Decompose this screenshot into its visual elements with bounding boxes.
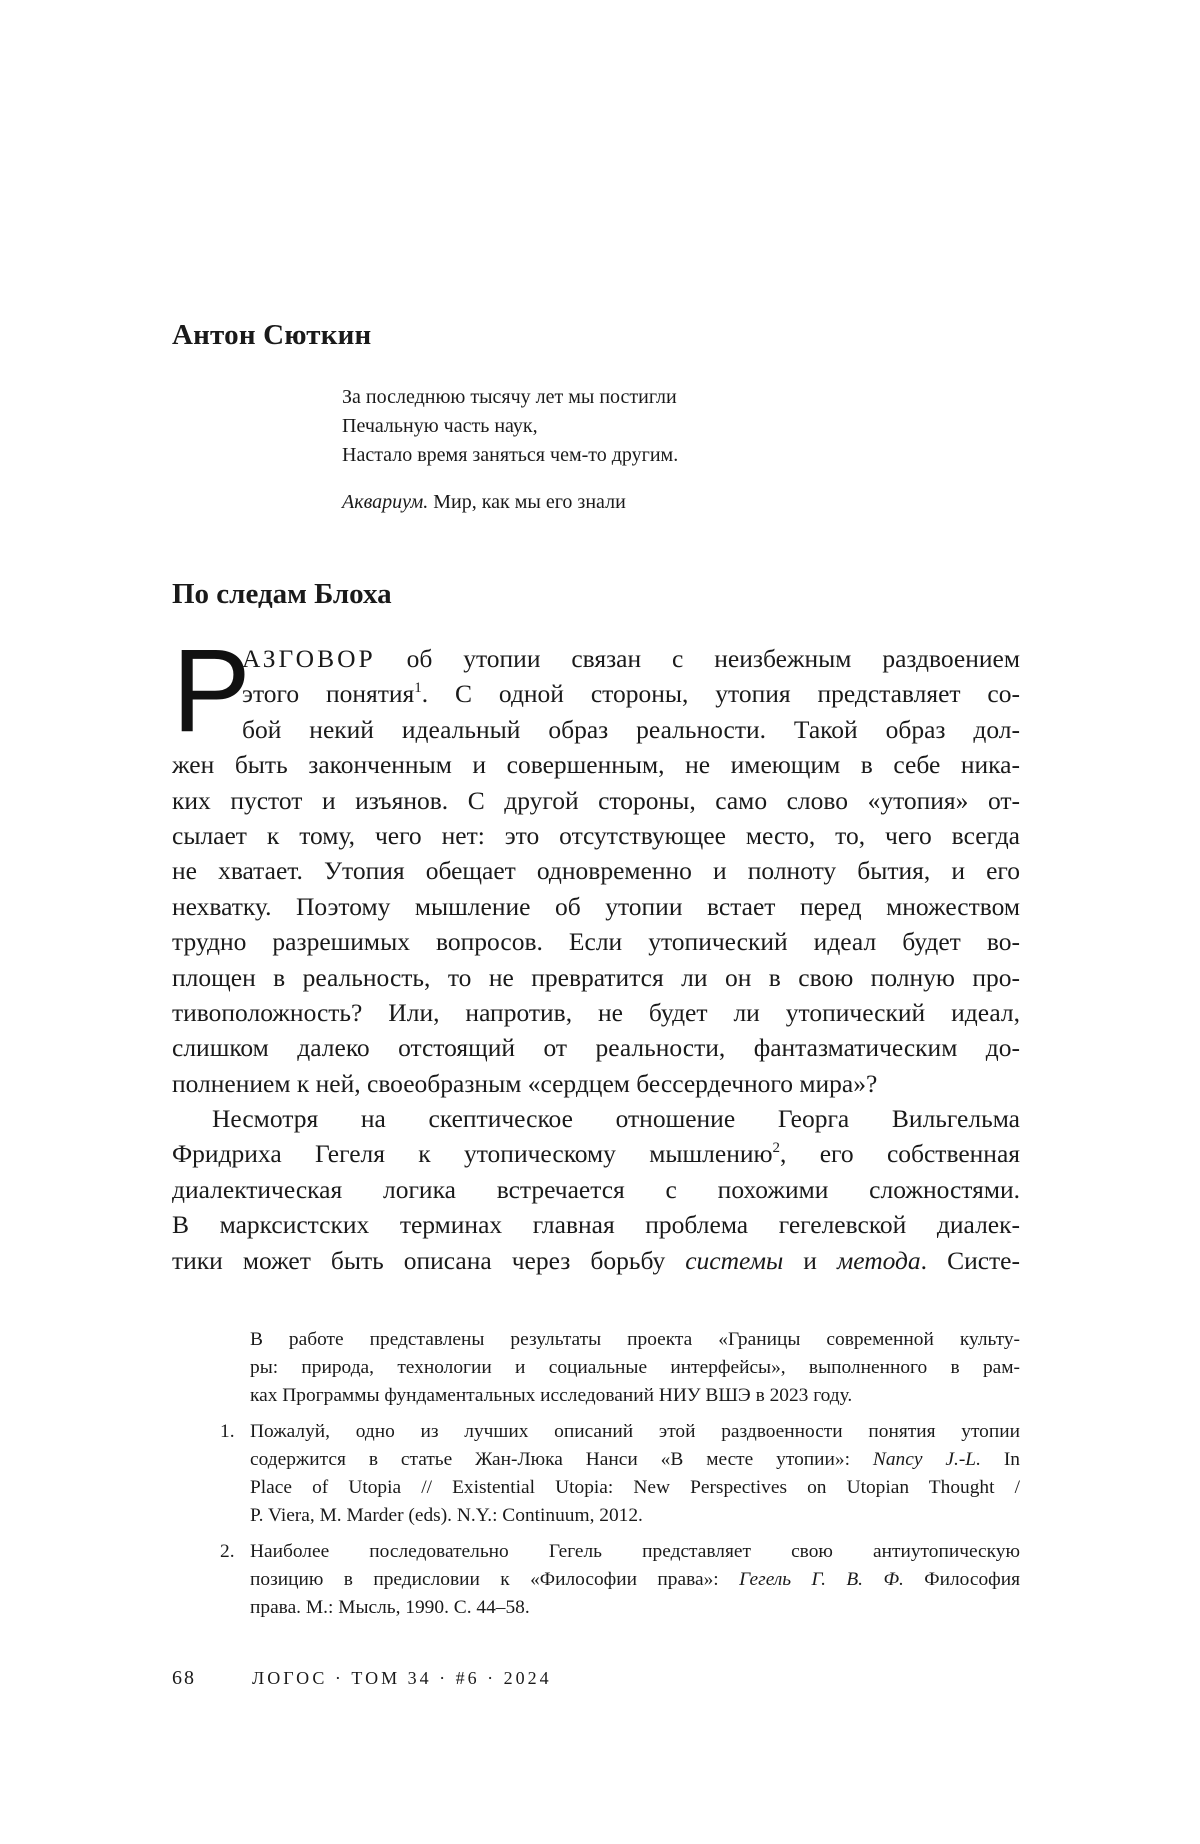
body-line: площен в реальность, то не превратится ли он в свою полную про- xyxy=(172,962,1020,992)
body-line: жен быть законченным и совершенным, не имеющим в себе ника- xyxy=(172,750,1020,780)
epigraph-line: Настало время заняться чем-то другим. xyxy=(342,444,679,466)
body-line: трудно разрешимых вопросов. Если утопический идеал будет во- xyxy=(172,927,1020,957)
footnote-line: права. М.: Мысль, 1990. С. 44–58. xyxy=(250,1597,530,1618)
footnote-line: ры: природа, технологии и социальные интерфейсы», выполненного в рам- xyxy=(250,1357,1020,1378)
body-line-text: и xyxy=(783,1245,837,1275)
footnote-line: P. Viera, M. Marder (eds). N.Y.: Continuum, 2012. xyxy=(250,1505,643,1526)
body-line: Несмотря на скептическое отношение Георга Вильгельма xyxy=(212,1104,1020,1134)
body-line-text: Фридриха Гегеля к утопическому мышлению xyxy=(172,1139,773,1169)
body-line xyxy=(172,1243,1020,1278)
footnote-number: 1. xyxy=(220,1421,235,1442)
body-line: сылает к тому, чего нет: это отсутствующее место, то, чего всегда xyxy=(172,820,1020,850)
body-line: диалектическая логика встречается с похожими сложностями. xyxy=(172,1174,1020,1204)
citation-author: Гегель Г. В. Ф. xyxy=(739,1569,904,1590)
body-line-text: . С одной стороны, утопия представляет со- xyxy=(421,679,1020,709)
body-line: тивоположность? Или, напротив, не будет ли утопический идеал, xyxy=(172,997,1020,1027)
italic-term: системы xyxy=(685,1245,784,1275)
body-line: В марксистских терминах главная проблема гегелевской диалек- xyxy=(172,1210,1020,1240)
epigraph-line: Печальную часть наук, xyxy=(342,415,538,437)
footnote-intro xyxy=(250,1326,1020,1410)
epigraph-source xyxy=(342,488,942,517)
footnote-line-text: позицию в предисловии к «Философии права»: xyxy=(250,1569,740,1590)
body-text xyxy=(172,625,1020,1278)
footnote-line xyxy=(250,1446,1020,1474)
footnote-line-text: Философия xyxy=(903,1569,1021,1590)
body-line-text: этого понятия xyxy=(242,679,415,709)
epigraph-source-title: Мир, как мы его знали xyxy=(428,491,626,513)
body-line: не хватает. Утопия обещает одновременно и полноту бытия, и его xyxy=(172,856,1020,886)
epigraph-line: За последнюю тысячу лет мы постигли xyxy=(342,386,677,408)
footnotes xyxy=(220,1326,1021,1622)
italic-term: метода xyxy=(836,1245,921,1275)
epigraph-source-author: Аквариум. xyxy=(342,491,429,513)
page-number: 68 xyxy=(172,1667,196,1689)
epigraph xyxy=(342,383,942,517)
body-line xyxy=(172,641,1020,676)
footnote-line xyxy=(250,1566,1020,1594)
footnote-line-text: In xyxy=(980,1449,1020,1470)
body-line xyxy=(172,676,1020,711)
body-line-text: об утопии связан с неизбежным раздвоением xyxy=(375,644,1020,673)
footnote-line: Наиболее последовательно Гегель представляет свою антиутопическую xyxy=(250,1541,1020,1562)
body-line: бой некий идеальный образ реальности. Такой образ дол- xyxy=(242,714,1020,744)
footnote-line: ках Программы фундаментальных исследований НИУ ВШЭ в 2023 году. xyxy=(250,1385,853,1406)
section-title: По следам Блоха xyxy=(172,578,392,610)
footnote-line: В работе представлены результаты проекта «Границы современной культу- xyxy=(250,1329,1020,1350)
body-line: нехватку. Поэтому мышление об утопии встает перед множеством xyxy=(172,891,1020,921)
body-line: полнением к ней, своеобразным «сердцем бессердечного мира»? xyxy=(172,1068,878,1098)
journal-running-title: ЛОГОС · ТОМ 34 · #6 · 2024 xyxy=(252,1668,552,1688)
drop-cap: Р xyxy=(172,625,251,757)
body-line-text: тики может быть описана через борьбу xyxy=(172,1245,686,1275)
page-footer xyxy=(172,1667,552,1690)
footnote-ref-1[interactable]: 1 xyxy=(414,680,422,697)
body-line-text: . Систе- xyxy=(920,1245,1020,1275)
footnote-1 xyxy=(220,1418,1020,1530)
footnote-number: 2. xyxy=(220,1541,235,1562)
author-name: Антон Сюткин xyxy=(172,319,372,351)
body-line xyxy=(172,1136,1020,1171)
small-caps-word: АЗГОВОР xyxy=(242,644,376,673)
citation-author: Nancy J.-L. xyxy=(872,1449,981,1470)
body-line: слишком далеко отстоящий от реальности, фантазматическим до- xyxy=(172,1033,1020,1063)
footnote-line: Place of Utopia // Existential Utopia: New Perspectives on Utopian Thought / xyxy=(250,1477,1020,1498)
body-line: ких пустот и изъянов. С другой стороны, само слово «утопия» от- xyxy=(172,785,1020,815)
body-line-text: , его собственная xyxy=(780,1139,1020,1169)
footnote-line-text: содержится в статье Жан-Люка Нанси «В месте утопии»: xyxy=(250,1449,873,1470)
footnote-ref-2[interactable]: 2 xyxy=(772,1140,781,1157)
footnote-line: Пожалуй, одно из лучших описаний этой раздвоенности понятия утопии xyxy=(250,1421,1020,1442)
footnote-2 xyxy=(220,1538,1021,1622)
